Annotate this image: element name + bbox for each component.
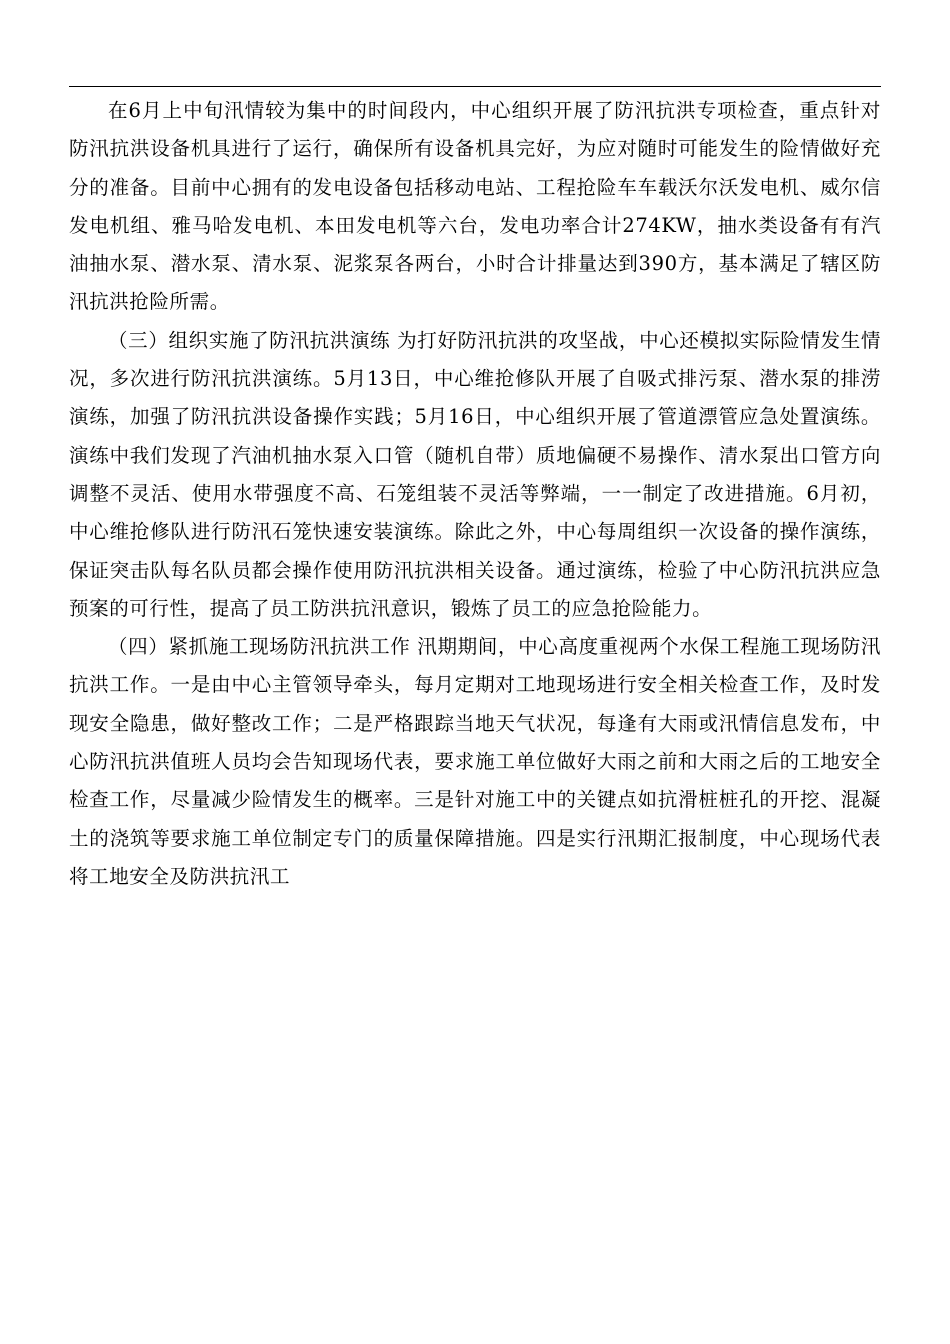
header-rule — [69, 86, 881, 87]
paragraph-construction-site: （四）紧抓施工现场防汛抗洪工作 汛期期间，中心高度重视两个水保工程施工现场防汛抗洪工作。一是由中心主管领导牵头，每月定期对工地现场进行安全相关检查工作，及时发现安全隐患，做好整改工作；二是严格跟踪当地天气状况，每逢有大雨或汛情信息发布，中心防汛抗洪值班人员均会告知现场代表，要求施工单位做好大雨之前和大雨之后的工地安全检查工作，尽量减少险情发生的概率。三是针对施工中的关键点如抗滑桩桩孔的开挖、混凝土的浇筑等要求施工单位制定专门的质量保障措施。四是实行汛期汇报制度，中心现场代表将工地安全及防洪抗汛工 — [69, 635, 881, 888]
paragraph-flood-drill: （三）组织实施了防汛抗洪演练 为打好防汛抗洪的攻坚战，中心还模拟实际险情发生情况，多次进行防汛抗洪演练。5月13日，中心维抢修队开展了自吸式排污泵、潜水泵的排涝演练，加强了防汛抗洪设备操作实践；5月16日，中心组织开展了管道漂管应急处置演练。演练中我们发现了汽油机抽水泵入口管（随机自带）质地偏硬不易操作、清水泵出口管方向调整不灵活、使用水带强度不高、石笼组装不灵活等弊端，一一制定了改进措施。6月初，中心维抢修队进行防汛石笼快速安装演练。除此之外，中心每周组织一次设备的操作演练，保证突击队每名队员都会操作使用防汛抗洪相关设备。通过演练，检验了中心防汛抗洪应急预案的可行性，提高了员工防洪抗汛意识，锻炼了员工的应急抢险能力。 — [69, 328, 881, 620]
paragraph-equipment-inspection: 在6月上中旬汛情较为集中的时间段内，中心组织开展了防汛抗洪专项检查，重点针对防汛抗洪设备机具进行了运行，确保所有设备机具完好，为应对随时可能发生的险情做好充分的准备。目前中心拥有的发电设备包括移动电站、工程抢险车车载沃尔沃发电机、威尔信发电机组、雅马哈发电机、本田发电机等六台，发电功率合计274KW，抽水类设备有有汽油抽水泵、潜水泵、清水泵、泥浆泵各两台，小时合计排量达到390方，基本满足了辖区防汛抗洪抢险所需。 — [69, 99, 881, 314]
document-body — [69, 92, 881, 896]
